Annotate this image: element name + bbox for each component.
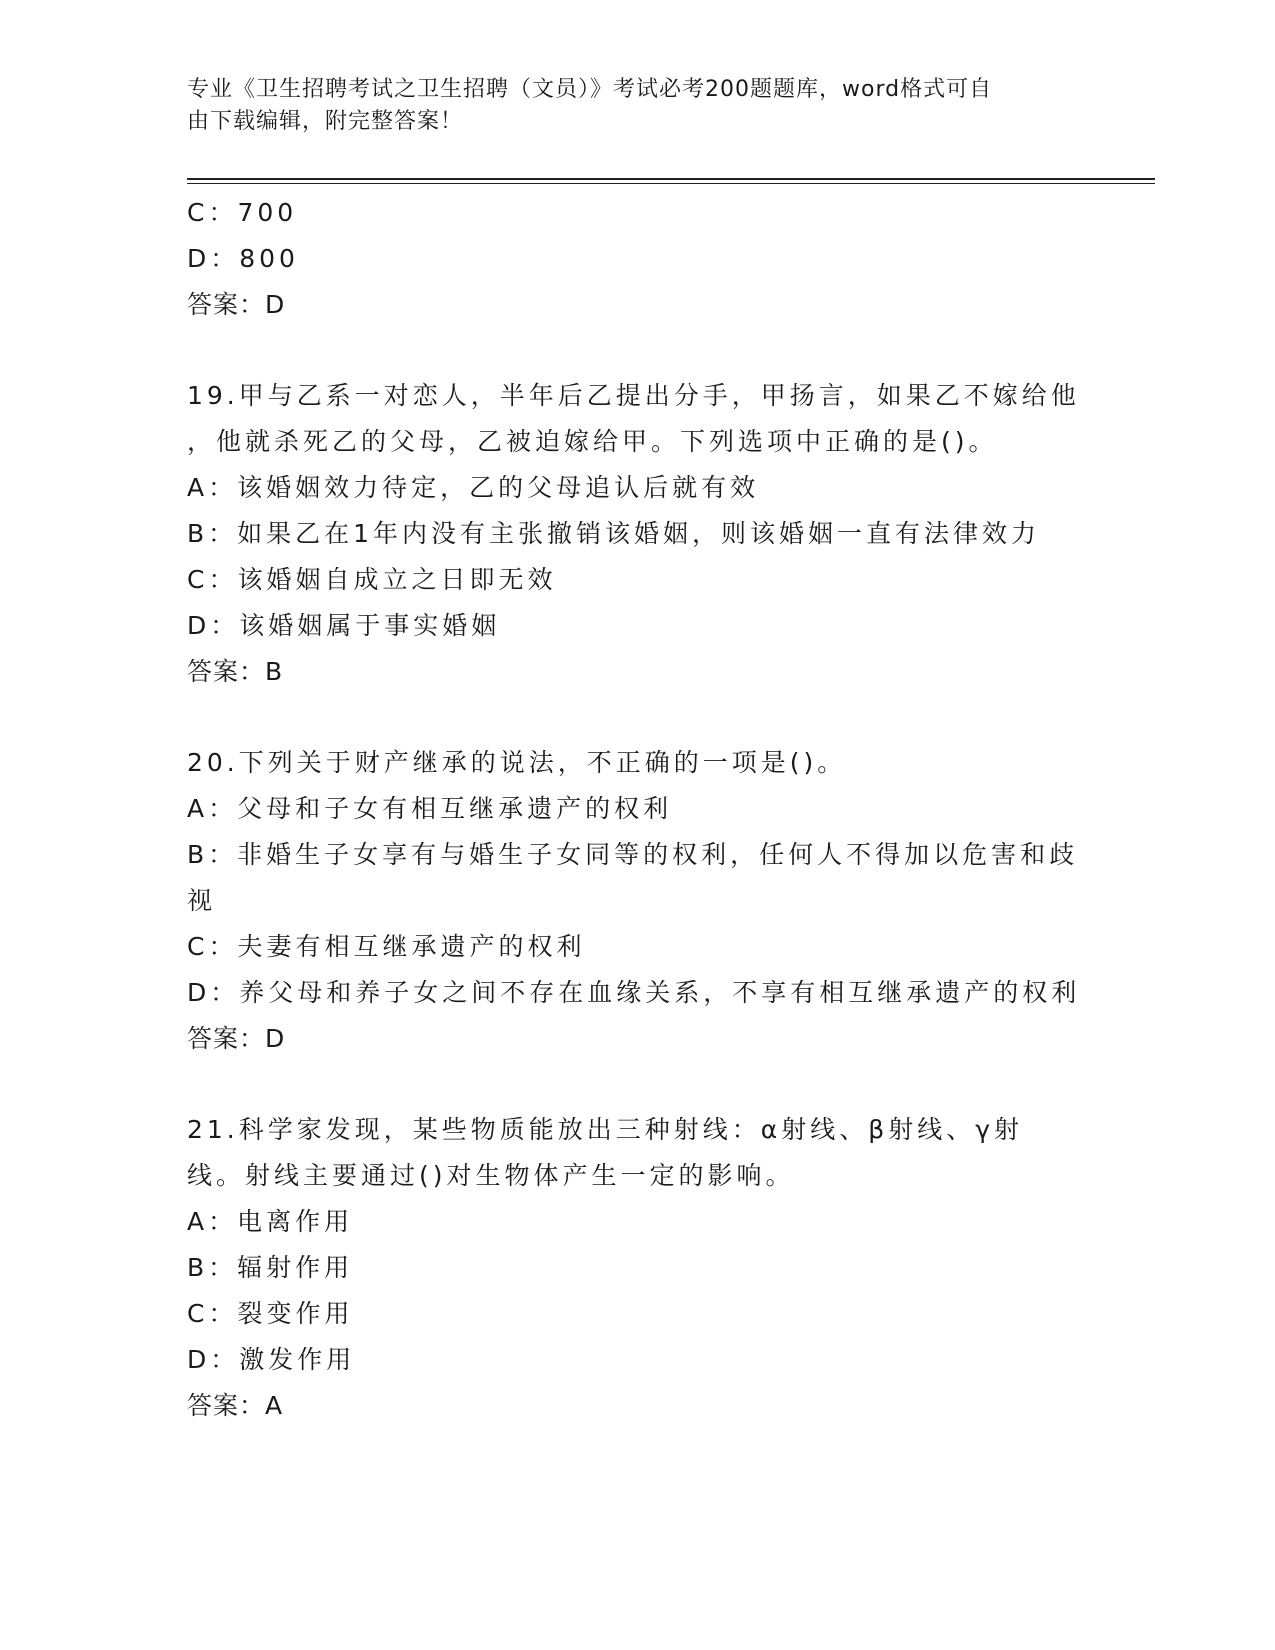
option-d: D：800: [187, 244, 299, 273]
answer: 答案：B: [187, 657, 284, 686]
option-a: A：父母和子女有相互继承遗产的权利: [187, 794, 673, 823]
question-text: ，他就杀死乙的父母，乙被迫嫁给甲。下列选项中正确的是()。: [187, 427, 998, 456]
option-d: D：养父母和养子女之间不存在血缘关系，不享有相互继承遗产的权利: [187, 978, 1081, 1007]
question-text: 21.科学家发现，某些物质能放出三种射线：α射线、β射线、γ射: [187, 1115, 1023, 1144]
question-20: [187, 740, 1087, 1062]
option-c: C：该婚姻自成立之日即无效: [187, 565, 557, 594]
answer: 答案：A: [187, 1391, 284, 1420]
option-c: C：裂变作用: [187, 1299, 354, 1328]
spacer: [187, 695, 1087, 740]
document-body: [187, 190, 1087, 1429]
answer: 答案：D: [187, 290, 286, 319]
header-divider-thin: [187, 183, 1155, 184]
question-text: 20.下列关于财产继承的说法，不正确的一项是()。: [187, 748, 847, 777]
header-line-1: 专业《卫生招聘考试之卫生招聘（文员）》考试必考200题题库，word格式可自: [187, 77, 993, 102]
option-a: A：该婚姻效力待定，乙的父母追认后就有效: [187, 473, 760, 502]
spacer: [187, 328, 1087, 373]
question-text: 线。射线主要通过()对生物体产生一定的影响。: [187, 1161, 795, 1190]
option-c: C：700: [187, 198, 298, 227]
option-b: B：非婚生子女享有与婚生子女同等的权利，任何人不得加以危害和歧: [187, 840, 1079, 869]
option-b: B：辐射作用: [187, 1253, 354, 1282]
option-a: A：电离作用: [187, 1207, 354, 1236]
question-21: [187, 1107, 1087, 1429]
option-b: B：如果乙在1年内没有主张撤销该婚姻，则该婚姻一直有法律效力: [187, 519, 1041, 548]
option-d: D：激发作用: [187, 1345, 356, 1374]
option-b-continued: 视: [187, 886, 217, 915]
answer: 答案：D: [187, 1024, 286, 1053]
header-line-2: 由下载编辑，附完整答案！: [187, 109, 464, 134]
header-divider: [187, 178, 1155, 180]
question-text: 19.甲与乙系一对恋人，半年后乙提出分手，甲扬言，如果乙不嫁给他: [187, 381, 1080, 410]
option-c: C：夫妻有相互继承遗产的权利: [187, 932, 586, 961]
spacer: [187, 1062, 1087, 1107]
previous-question-tail: [187, 190, 1087, 328]
document-header: [187, 74, 1067, 138]
question-19: [187, 373, 1087, 695]
option-d: D：该婚姻属于事实婚姻: [187, 611, 501, 640]
